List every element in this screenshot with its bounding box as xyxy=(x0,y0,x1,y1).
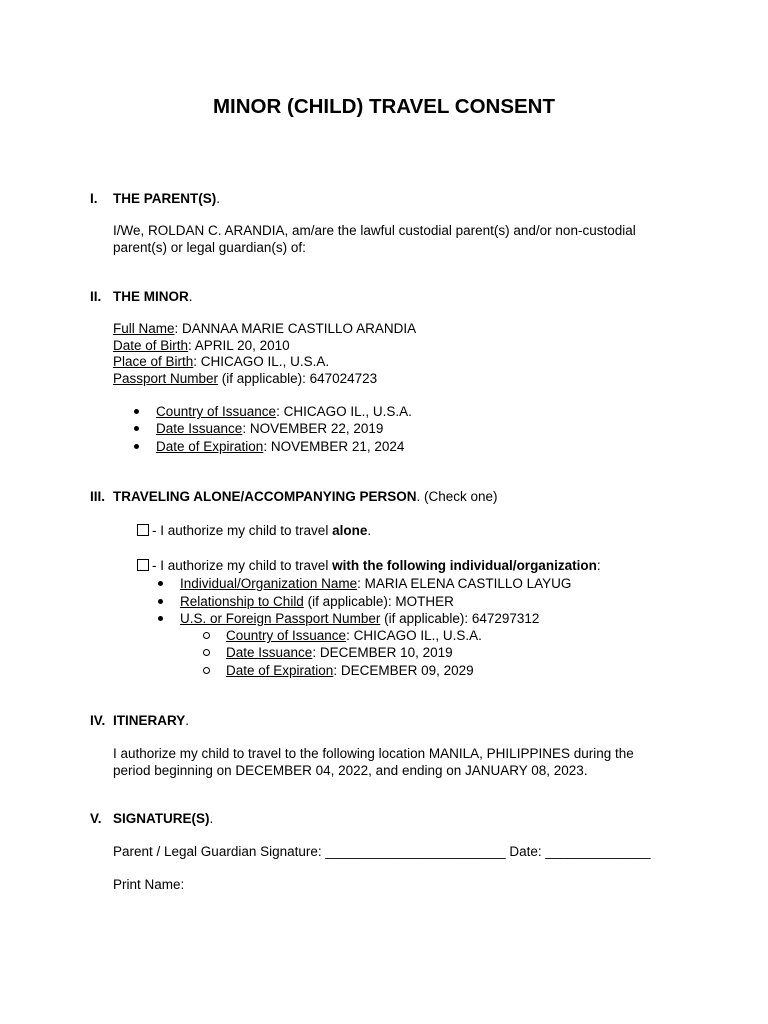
bullet-icon xyxy=(134,409,139,414)
itinerary-text-line2: period beginning on DECEMBER 04, 2022, and ending on JANUARY 08, 2023. xyxy=(113,763,588,778)
itinerary-text-line1: I authorize my child to travel to the following location MANILA, PHILIPPINES during the xyxy=(113,746,634,761)
section-4-heading xyxy=(113,712,189,729)
list-item xyxy=(203,662,474,679)
passport-value: (if applicable): 647024723 xyxy=(218,371,378,386)
circle-bullet-icon xyxy=(203,632,210,639)
section-4-number: IV. xyxy=(90,713,106,728)
dob-value: : APRIL 20, 2010 xyxy=(188,338,290,353)
companion-issuance-label: Date Issuance xyxy=(226,645,313,660)
option-accompanied-bold: with the following individual/organization xyxy=(332,558,597,573)
section-3-heading xyxy=(113,488,498,505)
companion-passport-value: (if applicable): 647297312 xyxy=(380,611,540,626)
checkbox-accompanied[interactable] xyxy=(137,559,149,571)
bullet-icon xyxy=(134,426,139,431)
option-accompanied-suffix: : xyxy=(596,558,601,573)
section-5-heading-text: SIGNATURE(S) xyxy=(113,811,210,826)
section-5-number: V. xyxy=(90,811,102,826)
section-2-period: . xyxy=(188,289,193,304)
option-alone-suffix: . xyxy=(367,523,372,538)
companion-name-value: : MARIA ELENA CASTILLO LAYUG xyxy=(357,576,572,591)
parents-text-line1: I/We, ROLDAN C. ARANDIA, am/are the lawful custodial parent(s) and/or non-custodial xyxy=(113,223,636,238)
section-1-number: I. xyxy=(90,191,98,206)
option-alone xyxy=(137,522,371,539)
section-2-heading xyxy=(113,288,193,305)
companion-issuance-value: : DECEMBER 10, 2019 xyxy=(312,645,453,660)
option-alone-bold: alone xyxy=(332,523,368,538)
list-item xyxy=(134,403,412,420)
minor-full-name xyxy=(113,320,416,337)
circle-bullet-icon xyxy=(203,649,210,656)
circle-bullet-icon xyxy=(203,667,210,674)
section-1-heading xyxy=(113,190,220,207)
companion-country-value: : CHICAGO IL., U.S.A. xyxy=(346,628,482,643)
section-5-period: . xyxy=(209,811,214,826)
expiration-value: : NOVEMBER 21, 2024 xyxy=(263,439,405,454)
section-4-period: . xyxy=(185,713,190,728)
companion-expiration-value: : DECEMBER 09, 2029 xyxy=(333,663,474,678)
section-3-number: III. xyxy=(90,489,106,504)
pob-label: Place of Birth xyxy=(113,354,194,369)
companion-name-label: Individual/Organization Name xyxy=(180,576,358,591)
list-item xyxy=(158,575,571,592)
bullet-icon xyxy=(158,581,163,586)
minor-passport xyxy=(113,370,377,387)
signature-line[interactable]: Parent / Legal Guardian Signature: ________________________ Date: ______________ xyxy=(113,844,651,859)
companion-passport-label: U.S. or Foreign Passport Number xyxy=(180,611,381,626)
section-1-period: . xyxy=(216,191,221,206)
section-3-heading-text: TRAVELING ALONE/ACCOMPANYING PERSON xyxy=(113,489,417,504)
issuance-date-label: Date Issuance xyxy=(156,421,243,436)
relationship-label: Relationship to Child xyxy=(180,594,304,609)
list-item xyxy=(203,627,482,644)
minor-pob xyxy=(113,353,329,370)
section-5-heading xyxy=(113,810,213,827)
print-name-label: Print Name: xyxy=(113,877,185,892)
list-item xyxy=(158,593,454,610)
bullet-icon xyxy=(134,444,139,449)
parents-text-line2: parent(s) or legal guardian(s) of: xyxy=(113,240,306,255)
passport-label: Passport Number xyxy=(113,371,219,386)
section-3-heading-suffix: . (Check one) xyxy=(416,489,498,504)
issuance-country-value: : CHICAGO IL., U.S.A. xyxy=(276,404,412,419)
pob-value: : CHICAGO IL., U.S.A. xyxy=(193,354,330,369)
bullet-icon xyxy=(158,616,163,621)
relationship-value: (if applicable): MOTHER xyxy=(303,594,454,609)
minor-dob xyxy=(113,337,290,354)
option-accompanied-prefix: - I authorize my child to travel xyxy=(152,558,333,573)
list-item xyxy=(134,438,404,455)
option-alone-prefix: - I authorize my child to travel xyxy=(152,523,333,538)
section-2-number: II. xyxy=(90,289,102,304)
checkbox-alone[interactable] xyxy=(137,524,149,536)
option-accompanied xyxy=(137,557,601,574)
section-4-heading-text: ITINERARY xyxy=(113,713,186,728)
list-item xyxy=(203,644,453,661)
companion-country-label: Country of Issuance xyxy=(226,628,347,643)
document-title: MINOR (CHILD) TRAVEL CONSENT xyxy=(212,95,556,118)
full-name-label: Full Name xyxy=(113,321,175,336)
list-item xyxy=(158,610,539,627)
section-1-heading-text: THE PARENT(S) xyxy=(113,191,217,206)
section-2-heading-text: THE MINOR xyxy=(113,289,189,304)
full-name-value: : DANNAA MARIE CASTILLO ARANDIA xyxy=(174,321,417,336)
bullet-icon xyxy=(158,599,163,604)
expiration-label: Date of Expiration xyxy=(156,439,264,454)
dob-label: Date of Birth xyxy=(113,338,189,353)
list-item xyxy=(134,420,383,437)
issuance-date-value: : NOVEMBER 22, 2019 xyxy=(242,421,384,436)
companion-expiration-label: Date of Expiration xyxy=(226,663,334,678)
issuance-country-label: Country of Issuance xyxy=(156,404,277,419)
